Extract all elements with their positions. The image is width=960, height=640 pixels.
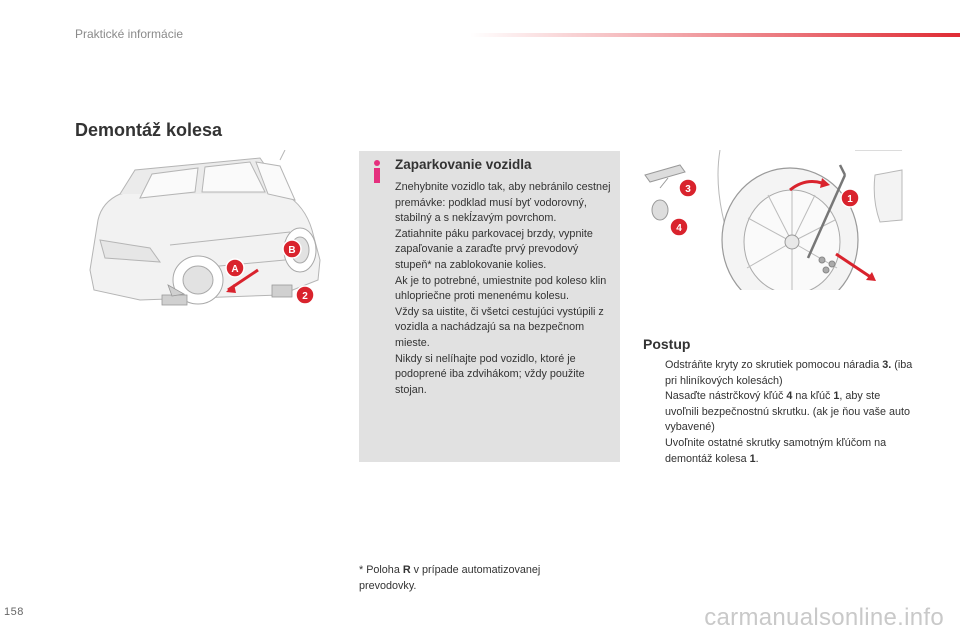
procedure-step: Nasaďte nástrčkový kľúč 4 na kľúč 1, aby ste uvoľnili bezpečnostnú skrutku. (ak je ňou vaše auto vybavené) (665, 390, 911, 434)
svg-text:2: 2 (302, 291, 308, 302)
info-paragraph: Vždy sa uistite, či všetci cestujúci vystúpili z vozidla a nachádzajú sa na bezpečnom mieste. (395, 305, 604, 349)
label-3 (679, 179, 697, 197)
svg-text:3: 3 (685, 184, 691, 195)
svg-text:A: A (231, 264, 239, 275)
wheel-removal-illustration (640, 150, 905, 290)
header-title: Praktické informácie (75, 27, 184, 41)
svg-text:4: 4 (676, 223, 682, 234)
info-icon (369, 157, 385, 187)
procedure-steps (643, 358, 913, 467)
procedure-step: Uvoľnite ostatné skrutky samotným kľúčom na demontáž kolesa 1. (665, 436, 887, 465)
info-paragraph: Nikdy si nelíhajte pod vozidlo, ktoré je podoprené iba zdvihákom; vždy použite stojan. (395, 352, 585, 396)
info-paragraph: Zatiahnite páku parkovacej brzdy, vypnite zapaľovanie a zaraďte prvý prevodový stupeň* na zablokovanie kolies. (395, 227, 593, 271)
label-a (226, 259, 244, 277)
label-2 (296, 286, 314, 304)
label-b (283, 240, 301, 258)
info-paragraph: Znehybnite vozidlo tak, aby nebránilo cestnej premávke: podklad musí byť vodorovný, stabilný a s nekĺzavým povrchom. (395, 181, 611, 225)
footnote: * Poloha R v prípade automatizovanej prevodovky. (359, 564, 541, 592)
info-box-title: Zaparkovanie vozidla (395, 157, 532, 172)
label-1 (841, 189, 859, 207)
car-jack-illustration (80, 150, 330, 320)
procedure-title: Postup (643, 336, 691, 352)
procedure-step: Odstráňte kryty zo skrutiek pomocou náradia 3. (iba pri hliníkových kolesách) (665, 359, 913, 387)
watermark: carmanualsonline.info (704, 604, 944, 631)
svg-text:B: B (288, 245, 296, 256)
page-number: 158 (4, 606, 24, 618)
info-paragraph: Ak je to potrebné, umiestnite pod koleso klin uhlopriečne proti menenému kolesu. (395, 274, 607, 303)
svg-text:1: 1 (847, 194, 853, 205)
parking-info-box (359, 151, 620, 462)
section-title: Demontáž kolesa (75, 120, 223, 140)
info-box-body (395, 180, 615, 398)
header-accent-bar (470, 33, 960, 37)
label-4 (670, 218, 688, 236)
